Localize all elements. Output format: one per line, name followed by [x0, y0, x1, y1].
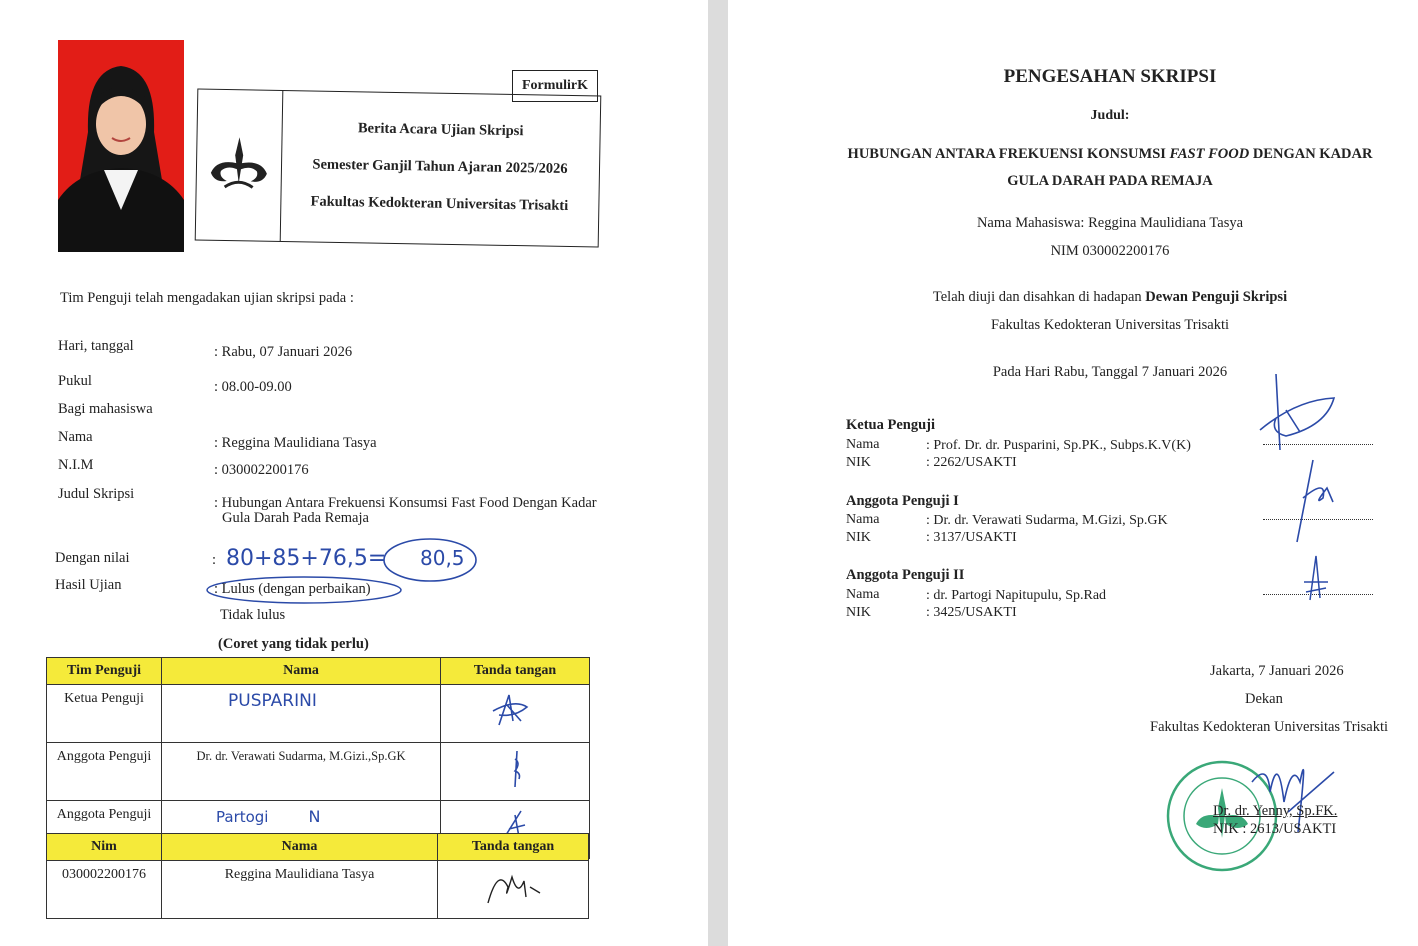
- dekan-label: Dekan: [1245, 691, 1283, 707]
- judul-value-1: : Hubungan Antara Frekuensi Konsumsi Fast Food Dengan Kadar: [214, 495, 597, 511]
- mahasiswa-nim: 030002200176: [47, 861, 162, 919]
- hasil-label: Hasil Ujian: [55, 577, 122, 593]
- form-code: FormulirK: [512, 70, 598, 102]
- pukul-value: : 08.00-09.00: [214, 379, 292, 395]
- examiner-role: Ketua Penguji: [846, 417, 936, 433]
- judul-line-1-b: DENGAN KADAR: [1249, 146, 1373, 162]
- signature: [438, 861, 589, 919]
- examiner-nama-label: Nama: [846, 587, 880, 602]
- bagi-label: Bagi mahasiswa: [58, 401, 153, 417]
- examiner-nama: : Prof. Dr. dr. Pusparini, Sp.PK., Subps.K.V(K): [926, 438, 1191, 453]
- penguji-name: PUSPARINI: [228, 691, 317, 711]
- nama-mahasiswa: Nama Mahasiswa: Reggina Maulidiana Tasya: [976, 215, 1244, 231]
- signature: [1283, 458, 1343, 544]
- nilai-label: Dengan nilai: [55, 550, 130, 566]
- penguji-role: Anggota Penguji: [47, 743, 162, 801]
- judul-label: Judul:: [1090, 108, 1130, 123]
- examiner-nik: : 3137/USAKTI: [926, 530, 1017, 545]
- hari-value: : Rabu, 07 Januari 2026: [214, 344, 353, 360]
- dekan-nik: NIK : 2613/USAKTI: [1213, 821, 1337, 837]
- pengesahan-page: [728, 0, 1418, 946]
- nilai-handwritten: 80+85+76,5=: [226, 546, 387, 571]
- signature: [441, 743, 590, 801]
- dekan-name: Dr. dr. Yenny, Sp.FK.: [1213, 803, 1338, 819]
- examiner-nik-label: NIK: [846, 455, 871, 470]
- header-line-2: Semester Ganjil Tahun Ajaran 2025/2026: [312, 156, 568, 177]
- examiner-nama: : dr. Partogi Napitupulu, Sp.Rad: [926, 588, 1107, 603]
- examiner-nik: : 3425/USAKTI: [926, 605, 1017, 620]
- judul-line-1-a: HUBUNGAN ANTARA FREKUENSI KONSUMSI: [847, 146, 1170, 162]
- mahasiswa-name: Reggina Maulidiana Tasya: [162, 861, 438, 919]
- dekan-fakultas: Fakultas Kedokteran Universitas Trisakti: [1150, 719, 1389, 735]
- penguji-header-name: Nama: [162, 658, 441, 685]
- mahasiswa-table: [46, 833, 589, 919]
- signature: [1296, 552, 1336, 602]
- mahasiswa-header-name: Nama: [162, 834, 438, 861]
- diuji-text-a: Telah diuji dan disahkan di hadapan: [932, 289, 1146, 305]
- nim-mahasiswa: NIM 030002200176: [1050, 243, 1170, 259]
- table-row: [47, 685, 590, 743]
- nama-label: Nama: [58, 429, 93, 445]
- penguji-name: Dr. dr. Verawati Sudarma, M.Gizi.,Sp.GK: [162, 743, 441, 801]
- judul-value-2: Gula Darah Pada Remaja: [222, 510, 369, 526]
- penguji-name: Partogi: [216, 808, 269, 826]
- page-gutter: [708, 0, 728, 946]
- penguji-role: Ketua Penguji: [47, 685, 162, 743]
- judul-label: Judul Skripsi: [58, 486, 135, 502]
- fakultas-text: Fakultas Kedokteran Universitas Trisakti: [990, 317, 1230, 333]
- signature: [441, 685, 590, 743]
- diuji-text: [728, 289, 1418, 306]
- examiner-role: Anggota Penguji I: [846, 493, 959, 509]
- table-row: [47, 743, 590, 801]
- penguji-role: Anggota Penguji: [47, 801, 162, 859]
- hasil-option-1: : Lulus (dengan perbaikan): [214, 581, 371, 597]
- examiner-role: Anggota Penguji II: [846, 567, 965, 583]
- place-date: Jakarta, 7 Januari 2026: [1210, 663, 1344, 679]
- nilai-colon: :: [212, 552, 217, 568]
- coret-note: (Coret yang tidak perlu): [218, 636, 369, 652]
- penguji-header-role: Tim Penguji: [47, 658, 162, 685]
- examiner-nik-label: NIK: [846, 605, 871, 620]
- table-row: Anggota Penguji Partogi N: [47, 801, 590, 859]
- examiner-nama-label: Nama: [846, 512, 880, 527]
- pada-hari-text: Pada Hari Rabu, Tanggal 7 Januari 2026: [992, 364, 1228, 380]
- mahasiswa-header-signature: Tanda tangan: [438, 834, 589, 861]
- trisakti-logo-icon: [196, 90, 284, 241]
- penguji-table: [46, 657, 590, 859]
- examiner-nik: : 2262/USAKTI: [926, 455, 1017, 470]
- header-text: [286, 109, 594, 225]
- hasil-option-2: Tidak lulus: [220, 607, 286, 623]
- student-photo: [58, 40, 184, 252]
- nilai-result: 80,5: [420, 546, 465, 570]
- mahasiswa-header-nim: Nim: [47, 834, 162, 861]
- page-title: PENGESAHAN SKRIPSI: [1003, 66, 1217, 87]
- examiner-nik-label: NIK: [846, 530, 871, 545]
- header-line-1: Berita Acara Ujian Skripsi: [357, 120, 524, 140]
- nama-value: : Reggina Maulidiana Tasya: [214, 435, 377, 451]
- penguji-header-signature: Tanda tangan: [441, 658, 590, 685]
- intro-text: Tim Penguji telah mengadakan ujian skripsi pada :: [60, 290, 354, 306]
- examiner-nama: : Dr. dr. Verawati Sudarma, M.Gizi, Sp.GK: [926, 513, 1168, 528]
- judul-line-1: [728, 146, 1418, 163]
- pukul-label: Pukul: [58, 373, 92, 389]
- nim-value: : 030002200176: [214, 462, 309, 478]
- header-box: [195, 88, 602, 247]
- table-row: [47, 861, 589, 919]
- examiner-nama-label: Nama: [846, 437, 880, 452]
- judul-line-2: GULA DARAH PADA REMAJA: [1007, 173, 1213, 189]
- hari-label: Hari, tanggal: [58, 338, 134, 354]
- diuji-text-bold: Dewan Penguji Skripsi: [1145, 289, 1288, 305]
- signature: [1256, 370, 1340, 454]
- header-line-3: Fakultas Kedokteran Universitas Trisakti: [310, 193, 569, 214]
- nim-label: N.I.M: [58, 457, 94, 473]
- berita-acara-page: [0, 0, 708, 946]
- judul-line-1-italic: FAST FOOD: [1169, 146, 1250, 162]
